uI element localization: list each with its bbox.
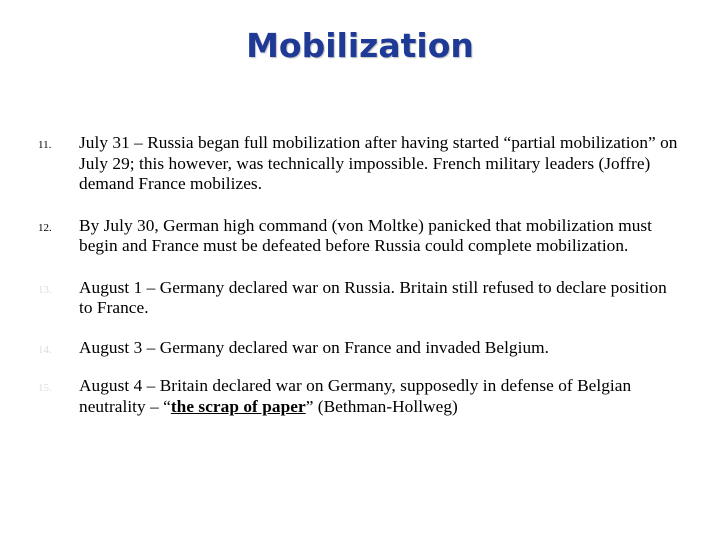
slide-title: Mobilization — [246, 26, 474, 65]
item-text: By July 30, German high command (von Moltke) panicked that mobilization must begin and France must be defeated before Russia could complete mobilization. — [79, 215, 653, 255]
list-item — [38, 133, 678, 195]
item-number: 14. — [38, 343, 52, 356]
list-item — [38, 338, 678, 359]
item-text-before: August 4 – Britain declared war on Germany, supposedly in defense of Belgian neutrality – “ — [79, 376, 632, 416]
item-number: 13. — [38, 283, 52, 296]
item-text-after: ” (Bethman-Hollweg) — [305, 396, 458, 416]
bullet-list — [38, 133, 678, 437]
scrap-of-paper-quote: the scrap of paper — [170, 396, 306, 416]
list-item — [38, 376, 678, 417]
list-item — [38, 216, 678, 257]
item-number: 11. — [38, 139, 52, 151]
item-number: 12. — [38, 221, 52, 234]
item-text: August 1 – Germany declared war on Russia. Britain still refused to declare position to France. — [79, 277, 667, 317]
item-text: July 31 – Russia began full mobilization after having started “partial mobilization” on July 29; this however, was technically impossible. French military leaders (Joffre) demand France mobilizes. — [79, 133, 678, 193]
item-text — [79, 376, 678, 417]
item-number: 15. — [38, 382, 52, 394]
list-item — [38, 278, 678, 319]
item-text: August 3 – Germany declared war on France and invaded Belgium. — [79, 337, 550, 357]
